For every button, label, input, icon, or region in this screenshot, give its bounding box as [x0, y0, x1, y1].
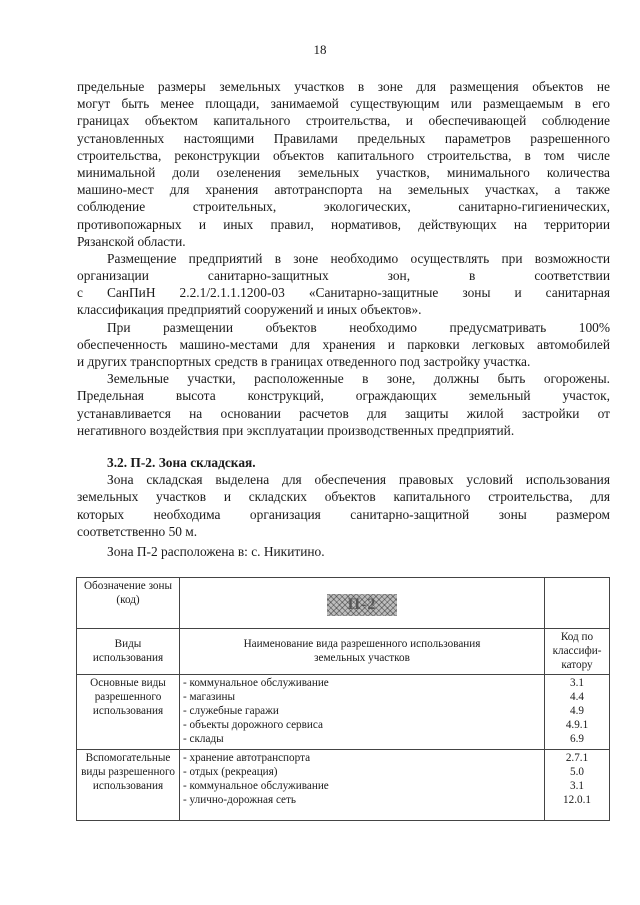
list-item: 5.0 [570, 766, 584, 779]
list-item: - магазины [183, 691, 235, 704]
col-header-types: Виды использования [77, 629, 180, 675]
paragraph-2 [77, 250, 610, 319]
table-row [77, 675, 610, 750]
list-item: - хранение автотранспорта [183, 752, 311, 765]
text-line: Зона складская выделена для обеспечения правовых условий использования [107, 472, 610, 488]
paragraph-6: Зона П-2 расположена в: с. Никитино. [107, 543, 325, 559]
list-item: 3.1 [570, 780, 584, 793]
text-line: противопожарных и иных правил, нормативов, действующих на территории [77, 216, 610, 232]
list-item: - объекты дорожного сервиса [183, 719, 323, 732]
code-list [545, 750, 610, 821]
paragraph-1 [77, 78, 610, 250]
paragraph-4 [77, 370, 610, 439]
list-item: 3.1 [570, 677, 584, 690]
body-text [77, 78, 610, 560]
list-item: - улично-дорожная сеть [183, 794, 297, 807]
text-line: и других транспортных средств в границах отведенного под застройку участка. [77, 354, 531, 369]
page-number: 18 [313, 42, 327, 57]
list-item: 4.4 [570, 691, 584, 704]
text-line: При размещении объектов необходимо предусматривать 100% [107, 319, 610, 335]
list-item: - коммунальное обслуживание [183, 780, 329, 793]
text-line: негативного воздействия при эксплуатации производственных предприятий. [77, 422, 515, 438]
text-line: границах объектом капитального строительства, и обеспечивающей соблюдение [77, 113, 610, 129]
group-label: Основные виды разрешенного использования [77, 675, 180, 750]
text-line: Предельная высота конструкций, ограждающих земельный участок, [77, 388, 610, 404]
list-item: 12.0.1 [563, 794, 591, 807]
paragraph-5 [77, 471, 610, 540]
text-line: устанавливается на основании расчетов для защиты жилой застройки от [77, 405, 610, 421]
zone-table [76, 577, 610, 821]
text-line: соблюдение строительных, экологических, санитарно-гигиенических, [77, 199, 610, 215]
list-item: - склады [183, 733, 224, 746]
table-row [77, 750, 610, 821]
zone-code-stamp: П-2 [327, 594, 397, 616]
code-list [545, 675, 610, 750]
list-item: - коммунальное обслуживание [183, 677, 329, 690]
text-line: строительства, реконструкции объектов капитального строительства, в том числе [77, 147, 610, 163]
col-header-name: Наименование вида разрешенного использования земельных участков [180, 629, 545, 675]
paragraph-3 [77, 319, 610, 371]
text-line: машино-мест для хранения автотранспорта на земельных участках, а также [77, 182, 610, 198]
text-line: могут быть менее площади, занимаемой существующим или размещаемым в его [77, 96, 610, 112]
name-list [180, 750, 545, 821]
empty-cell [545, 578, 610, 629]
col-header-code: Код по классифи-катору [545, 629, 610, 675]
text-line: которых необходима организация санитарно-защитной зоны размером [77, 506, 610, 522]
text-line: соответственно 50 м. [77, 523, 198, 539]
text-line: организации санитарно-защитных зон, в соответствии [77, 268, 610, 284]
list-item: 2.7.1 [565, 752, 589, 765]
text-line: Земельные участки, расположенные в зоне, должны быть огорожены. [107, 371, 610, 387]
text-line: предельные размеры земельных участков в зоне для размещения объектов не [77, 79, 610, 94]
name-list [180, 675, 545, 750]
zone-label-cell: Обозначение зоны (код) [77, 578, 180, 629]
section-heading: 3.2. П-2. Зона складская. [107, 454, 256, 470]
list-item: - отдых (рекреация) [183, 766, 278, 779]
text-line: обеспеченность машино-местами для хранения и парковки легковых автомобилей [77, 336, 610, 352]
zone-code-cell [180, 578, 545, 629]
list-item: 4.9.1 [565, 719, 589, 732]
text-line: земельных участков и складских объектов капитального строительства, для [77, 489, 610, 505]
text-line: Размещение предприятий в зоне необходимо осуществлять при возможности [107, 250, 610, 266]
list-item: - служебные гаражи [183, 705, 279, 718]
list-item: 6.9 [570, 733, 584, 746]
header-row [77, 629, 610, 675]
group-label: Вспомогательные виды разрешенного использования [77, 750, 180, 821]
zone-code-row [77, 578, 610, 629]
text-line: установленных настоящими Правилами предельных параметров разрешенного [77, 130, 610, 146]
text-line: с СанПиН 2.2.1/2.1.1.1200-03 «Санитарно-защитные зоны и санитарная [77, 285, 610, 301]
text-line: Рязанской области. [77, 233, 186, 249]
list-item: 4.9 [570, 705, 584, 718]
text-line: классификация предприятий сооружений и иных объектов». [77, 302, 422, 318]
text-line: минимальной доли озеленения земельных участков, минимального количества [77, 164, 610, 180]
